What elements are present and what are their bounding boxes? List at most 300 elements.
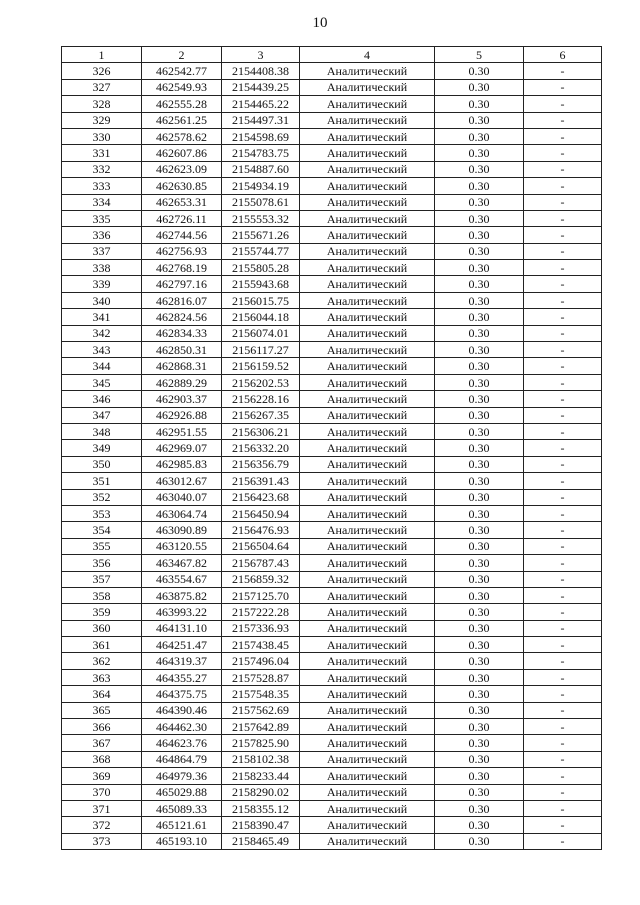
note-cell: -: [524, 96, 602, 112]
table-row: [62, 96, 602, 112]
method-cell: Аналитический: [300, 342, 435, 358]
note-cell: -: [524, 161, 602, 177]
point-number-cell: 350: [62, 456, 142, 472]
point-number-cell: 345: [62, 374, 142, 390]
x-coordinate-cell: 463467.82: [142, 555, 222, 571]
y-coordinate-cell: 2158102.38: [222, 751, 300, 767]
y-coordinate-cell: 2156074.01: [222, 325, 300, 341]
note-cell: -: [524, 800, 602, 816]
x-coordinate-cell: 463993.22: [142, 604, 222, 620]
x-coordinate-cell: 464375.75: [142, 686, 222, 702]
x-coordinate-cell: 462985.83: [142, 456, 222, 472]
accuracy-cell: 0.30: [435, 751, 524, 767]
y-coordinate-cell: 2156159.52: [222, 358, 300, 374]
accuracy-cell: 0.30: [435, 342, 524, 358]
table-row: [62, 637, 602, 653]
accuracy-cell: 0.30: [435, 374, 524, 390]
y-coordinate-cell: 2154934.19: [222, 178, 300, 194]
coordinates-table: [61, 46, 602, 850]
table-row: [62, 161, 602, 177]
accuracy-cell: 0.30: [435, 276, 524, 292]
table-row: [62, 669, 602, 685]
accuracy-cell: 0.30: [435, 833, 524, 849]
method-cell: Аналитический: [300, 440, 435, 456]
x-coordinate-cell: 465089.33: [142, 800, 222, 816]
point-number-cell: 338: [62, 260, 142, 276]
note-cell: -: [524, 620, 602, 636]
y-coordinate-cell: 2154465.22: [222, 96, 300, 112]
point-number-cell: 370: [62, 784, 142, 800]
method-cell: Аналитический: [300, 702, 435, 718]
y-coordinate-cell: 2155671.26: [222, 227, 300, 243]
note-cell: -: [524, 653, 602, 669]
table-row: [62, 63, 602, 79]
point-number-cell: 346: [62, 391, 142, 407]
table-row: [62, 407, 602, 423]
accuracy-cell: 0.30: [435, 735, 524, 751]
y-coordinate-cell: 2156859.32: [222, 571, 300, 587]
y-coordinate-cell: 2155078.61: [222, 194, 300, 210]
x-coordinate-cell: 464319.37: [142, 653, 222, 669]
method-cell: Аналитический: [300, 210, 435, 226]
table-body: [62, 63, 602, 850]
method-cell: Аналитический: [300, 571, 435, 587]
accuracy-cell: 0.30: [435, 489, 524, 505]
accuracy-cell: 0.30: [435, 719, 524, 735]
y-coordinate-cell: 2157825.90: [222, 735, 300, 751]
method-cell: Аналитический: [300, 391, 435, 407]
x-coordinate-cell: 462969.07: [142, 440, 222, 456]
method-cell: Аналитический: [300, 276, 435, 292]
y-coordinate-cell: 2154497.31: [222, 112, 300, 128]
note-cell: -: [524, 227, 602, 243]
method-cell: Аналитический: [300, 719, 435, 735]
note-cell: -: [524, 145, 602, 161]
y-coordinate-cell: 2156504.64: [222, 538, 300, 554]
table-row: [62, 800, 602, 816]
x-coordinate-cell: 464390.46: [142, 702, 222, 718]
note-cell: -: [524, 505, 602, 521]
table-row: [62, 571, 602, 587]
note-cell: -: [524, 538, 602, 554]
x-coordinate-cell: 463040.07: [142, 489, 222, 505]
x-coordinate-cell: 462756.93: [142, 243, 222, 259]
accuracy-cell: 0.30: [435, 456, 524, 472]
x-coordinate-cell: 463875.82: [142, 587, 222, 603]
accuracy-cell: 0.30: [435, 653, 524, 669]
accuracy-cell: 0.30: [435, 96, 524, 112]
x-coordinate-cell: 464623.76: [142, 735, 222, 751]
note-cell: -: [524, 768, 602, 784]
table-row: [62, 260, 602, 276]
method-cell: Аналитический: [300, 800, 435, 816]
point-number-cell: 355: [62, 538, 142, 554]
method-cell: Аналитический: [300, 128, 435, 144]
table-row: [62, 604, 602, 620]
note-cell: -: [524, 358, 602, 374]
table-row: [62, 276, 602, 292]
note-cell: -: [524, 669, 602, 685]
y-coordinate-cell: 2157336.93: [222, 620, 300, 636]
note-cell: -: [524, 489, 602, 505]
x-coordinate-cell: 462607.86: [142, 145, 222, 161]
note-cell: -: [524, 571, 602, 587]
table-row: [62, 391, 602, 407]
table-row: [62, 440, 602, 456]
point-number-cell: 357: [62, 571, 142, 587]
column-header: 6: [524, 47, 602, 63]
column-header: 5: [435, 47, 524, 63]
table-row: [62, 325, 602, 341]
y-coordinate-cell: 2157125.70: [222, 587, 300, 603]
x-coordinate-cell: 462555.28: [142, 96, 222, 112]
column-header: 1: [62, 47, 142, 63]
x-coordinate-cell: 464979.36: [142, 768, 222, 784]
point-number-cell: 336: [62, 227, 142, 243]
accuracy-cell: 0.30: [435, 784, 524, 800]
method-cell: Аналитический: [300, 522, 435, 538]
table-row: [62, 833, 602, 849]
note-cell: -: [524, 702, 602, 718]
table-row: [62, 735, 602, 751]
y-coordinate-cell: 2158390.47: [222, 817, 300, 833]
note-cell: -: [524, 243, 602, 259]
point-number-cell: 344: [62, 358, 142, 374]
table-row: [62, 243, 602, 259]
accuracy-cell: 0.30: [435, 358, 524, 374]
accuracy-cell: 0.30: [435, 669, 524, 685]
point-number-cell: 330: [62, 128, 142, 144]
method-cell: Аналитический: [300, 243, 435, 259]
method-cell: Аналитический: [300, 587, 435, 603]
table-row: [62, 686, 602, 702]
note-cell: -: [524, 210, 602, 226]
y-coordinate-cell: 2156391.43: [222, 473, 300, 489]
point-number-cell: 361: [62, 637, 142, 653]
y-coordinate-cell: 2156228.16: [222, 391, 300, 407]
method-cell: Аналитический: [300, 686, 435, 702]
accuracy-cell: 0.30: [435, 538, 524, 554]
x-coordinate-cell: 465121.61: [142, 817, 222, 833]
table-row: [62, 784, 602, 800]
note-cell: -: [524, 407, 602, 423]
point-number-cell: 367: [62, 735, 142, 751]
y-coordinate-cell: 2157642.89: [222, 719, 300, 735]
note-cell: -: [524, 112, 602, 128]
method-cell: Аналитический: [300, 768, 435, 784]
y-coordinate-cell: 2158290.02: [222, 784, 300, 800]
column-header: 2: [142, 47, 222, 63]
note-cell: -: [524, 423, 602, 439]
note-cell: -: [524, 719, 602, 735]
table-row: [62, 768, 602, 784]
point-number-cell: 332: [62, 161, 142, 177]
accuracy-cell: 0.30: [435, 637, 524, 653]
point-number-cell: 353: [62, 505, 142, 521]
note-cell: -: [524, 63, 602, 79]
point-number-cell: 335: [62, 210, 142, 226]
y-coordinate-cell: 2154408.38: [222, 63, 300, 79]
note-cell: -: [524, 194, 602, 210]
point-number-cell: 366: [62, 719, 142, 735]
table-row: [62, 128, 602, 144]
point-number-cell: 352: [62, 489, 142, 505]
point-number-cell: 362: [62, 653, 142, 669]
x-coordinate-cell: 463064.74: [142, 505, 222, 521]
method-cell: Аналитический: [300, 735, 435, 751]
y-coordinate-cell: 2156450.94: [222, 505, 300, 521]
note-cell: -: [524, 374, 602, 390]
point-number-cell: 349: [62, 440, 142, 456]
y-coordinate-cell: 2156267.35: [222, 407, 300, 423]
point-number-cell: 337: [62, 243, 142, 259]
table-row: [62, 112, 602, 128]
x-coordinate-cell: 464355.27: [142, 669, 222, 685]
x-coordinate-cell: 462797.16: [142, 276, 222, 292]
table-row: [62, 358, 602, 374]
method-cell: Аналитический: [300, 112, 435, 128]
point-number-cell: 326: [62, 63, 142, 79]
y-coordinate-cell: 2156356.79: [222, 456, 300, 472]
point-number-cell: 333: [62, 178, 142, 194]
x-coordinate-cell: 462549.93: [142, 79, 222, 95]
method-cell: Аналитический: [300, 817, 435, 833]
point-number-cell: 368: [62, 751, 142, 767]
note-cell: -: [524, 784, 602, 800]
point-number-cell: 369: [62, 768, 142, 784]
method-cell: Аналитический: [300, 194, 435, 210]
point-number-cell: 329: [62, 112, 142, 128]
x-coordinate-cell: 462926.88: [142, 407, 222, 423]
note-cell: -: [524, 391, 602, 407]
y-coordinate-cell: 2154887.60: [222, 161, 300, 177]
table-row: [62, 719, 602, 735]
x-coordinate-cell: 462868.31: [142, 358, 222, 374]
y-coordinate-cell: 2155943.68: [222, 276, 300, 292]
x-coordinate-cell: 465193.10: [142, 833, 222, 849]
method-cell: Аналитический: [300, 145, 435, 161]
accuracy-cell: 0.30: [435, 800, 524, 816]
point-number-cell: 327: [62, 79, 142, 95]
note-cell: -: [524, 292, 602, 308]
table-header-row: [62, 47, 602, 63]
column-header: 4: [300, 47, 435, 63]
y-coordinate-cell: 2156015.75: [222, 292, 300, 308]
y-coordinate-cell: 2156044.18: [222, 309, 300, 325]
method-cell: Аналитический: [300, 407, 435, 423]
table-row: [62, 456, 602, 472]
x-coordinate-cell: 464131.10: [142, 620, 222, 636]
note-cell: -: [524, 473, 602, 489]
accuracy-cell: 0.30: [435, 587, 524, 603]
accuracy-cell: 0.30: [435, 194, 524, 210]
accuracy-cell: 0.30: [435, 407, 524, 423]
note-cell: -: [524, 522, 602, 538]
table-row: [62, 194, 602, 210]
accuracy-cell: 0.30: [435, 63, 524, 79]
y-coordinate-cell: 2155744.77: [222, 243, 300, 259]
y-coordinate-cell: 2158233.44: [222, 768, 300, 784]
point-number-cell: 343: [62, 342, 142, 358]
table-row: [62, 178, 602, 194]
y-coordinate-cell: 2154598.69: [222, 128, 300, 144]
y-coordinate-cell: 2156787.43: [222, 555, 300, 571]
point-number-cell: 363: [62, 669, 142, 685]
y-coordinate-cell: 2156202.53: [222, 374, 300, 390]
table-row: [62, 522, 602, 538]
accuracy-cell: 0.30: [435, 555, 524, 571]
note-cell: -: [524, 79, 602, 95]
method-cell: Аналитический: [300, 505, 435, 521]
y-coordinate-cell: 2156476.93: [222, 522, 300, 538]
table-row: [62, 309, 602, 325]
method-cell: Аналитический: [300, 96, 435, 112]
method-cell: Аналитический: [300, 423, 435, 439]
y-coordinate-cell: 2154783.75: [222, 145, 300, 161]
method-cell: Аналитический: [300, 79, 435, 95]
y-coordinate-cell: 2156306.21: [222, 423, 300, 439]
y-coordinate-cell: 2155805.28: [222, 260, 300, 276]
method-cell: Аналитический: [300, 538, 435, 554]
table-row: [62, 489, 602, 505]
method-cell: Аналитический: [300, 358, 435, 374]
method-cell: Аналитический: [300, 374, 435, 390]
method-cell: Аналитический: [300, 489, 435, 505]
method-cell: Аналитический: [300, 456, 435, 472]
x-coordinate-cell: 462824.56: [142, 309, 222, 325]
table-row: [62, 653, 602, 669]
accuracy-cell: 0.30: [435, 178, 524, 194]
note-cell: -: [524, 555, 602, 571]
point-number-cell: 340: [62, 292, 142, 308]
x-coordinate-cell: 462630.85: [142, 178, 222, 194]
point-number-cell: 348: [62, 423, 142, 439]
accuracy-cell: 0.30: [435, 227, 524, 243]
accuracy-cell: 0.30: [435, 423, 524, 439]
y-coordinate-cell: 2157438.45: [222, 637, 300, 653]
note-cell: -: [524, 178, 602, 194]
accuracy-cell: 0.30: [435, 473, 524, 489]
method-cell: Аналитический: [300, 833, 435, 849]
note-cell: -: [524, 309, 602, 325]
note-cell: -: [524, 817, 602, 833]
x-coordinate-cell: 462726.11: [142, 210, 222, 226]
method-cell: Аналитический: [300, 653, 435, 669]
x-coordinate-cell: 463090.89: [142, 522, 222, 538]
method-cell: Аналитический: [300, 260, 435, 276]
point-number-cell: 347: [62, 407, 142, 423]
note-cell: -: [524, 751, 602, 767]
note-cell: -: [524, 342, 602, 358]
table-row: [62, 342, 602, 358]
table-row: [62, 751, 602, 767]
note-cell: -: [524, 260, 602, 276]
y-coordinate-cell: 2156423.68: [222, 489, 300, 505]
x-coordinate-cell: 462542.77: [142, 63, 222, 79]
method-cell: Аналитический: [300, 751, 435, 767]
point-number-cell: 359: [62, 604, 142, 620]
note-cell: -: [524, 604, 602, 620]
table-row: [62, 210, 602, 226]
note-cell: -: [524, 735, 602, 751]
accuracy-cell: 0.30: [435, 292, 524, 308]
point-number-cell: 342: [62, 325, 142, 341]
table-row: [62, 374, 602, 390]
table-row: [62, 620, 602, 636]
y-coordinate-cell: 2157548.35: [222, 686, 300, 702]
accuracy-cell: 0.30: [435, 522, 524, 538]
accuracy-cell: 0.30: [435, 161, 524, 177]
x-coordinate-cell: 463120.55: [142, 538, 222, 554]
point-number-cell: 331: [62, 145, 142, 161]
accuracy-cell: 0.30: [435, 391, 524, 407]
method-cell: Аналитический: [300, 604, 435, 620]
y-coordinate-cell: 2157222.28: [222, 604, 300, 620]
point-number-cell: 351: [62, 473, 142, 489]
table-row: [62, 227, 602, 243]
point-number-cell: 358: [62, 587, 142, 603]
y-coordinate-cell: 2158355.12: [222, 800, 300, 816]
method-cell: Аналитический: [300, 161, 435, 177]
table-row: [62, 423, 602, 439]
point-number-cell: 339: [62, 276, 142, 292]
method-cell: Аналитический: [300, 784, 435, 800]
note-cell: -: [524, 440, 602, 456]
point-number-cell: 341: [62, 309, 142, 325]
table-row: [62, 702, 602, 718]
table-row: [62, 292, 602, 308]
point-number-cell: 372: [62, 817, 142, 833]
method-cell: Аналитический: [300, 637, 435, 653]
method-cell: Аналитический: [300, 669, 435, 685]
accuracy-cell: 0.30: [435, 620, 524, 636]
x-coordinate-cell: 462951.55: [142, 423, 222, 439]
accuracy-cell: 0.30: [435, 325, 524, 341]
point-number-cell: 360: [62, 620, 142, 636]
table-row: [62, 555, 602, 571]
accuracy-cell: 0.30: [435, 768, 524, 784]
y-coordinate-cell: 2157528.87: [222, 669, 300, 685]
note-cell: -: [524, 587, 602, 603]
point-number-cell: 334: [62, 194, 142, 210]
note-cell: -: [524, 686, 602, 702]
method-cell: Аналитический: [300, 555, 435, 571]
method-cell: Аналитический: [300, 309, 435, 325]
accuracy-cell: 0.30: [435, 243, 524, 259]
method-cell: Аналитический: [300, 292, 435, 308]
accuracy-cell: 0.30: [435, 112, 524, 128]
point-number-cell: 354: [62, 522, 142, 538]
accuracy-cell: 0.30: [435, 817, 524, 833]
point-number-cell: 371: [62, 800, 142, 816]
x-coordinate-cell: 462744.56: [142, 227, 222, 243]
y-coordinate-cell: 2156332.20: [222, 440, 300, 456]
accuracy-cell: 0.30: [435, 260, 524, 276]
note-cell: -: [524, 276, 602, 292]
x-coordinate-cell: 462623.09: [142, 161, 222, 177]
x-coordinate-cell: 464251.47: [142, 637, 222, 653]
x-coordinate-cell: 464462.30: [142, 719, 222, 735]
x-coordinate-cell: 463554.67: [142, 571, 222, 587]
accuracy-cell: 0.30: [435, 210, 524, 226]
method-cell: Аналитический: [300, 325, 435, 341]
x-coordinate-cell: 464864.79: [142, 751, 222, 767]
method-cell: Аналитический: [300, 63, 435, 79]
accuracy-cell: 0.30: [435, 702, 524, 718]
point-number-cell: 365: [62, 702, 142, 718]
x-coordinate-cell: 462578.62: [142, 128, 222, 144]
point-number-cell: 373: [62, 833, 142, 849]
